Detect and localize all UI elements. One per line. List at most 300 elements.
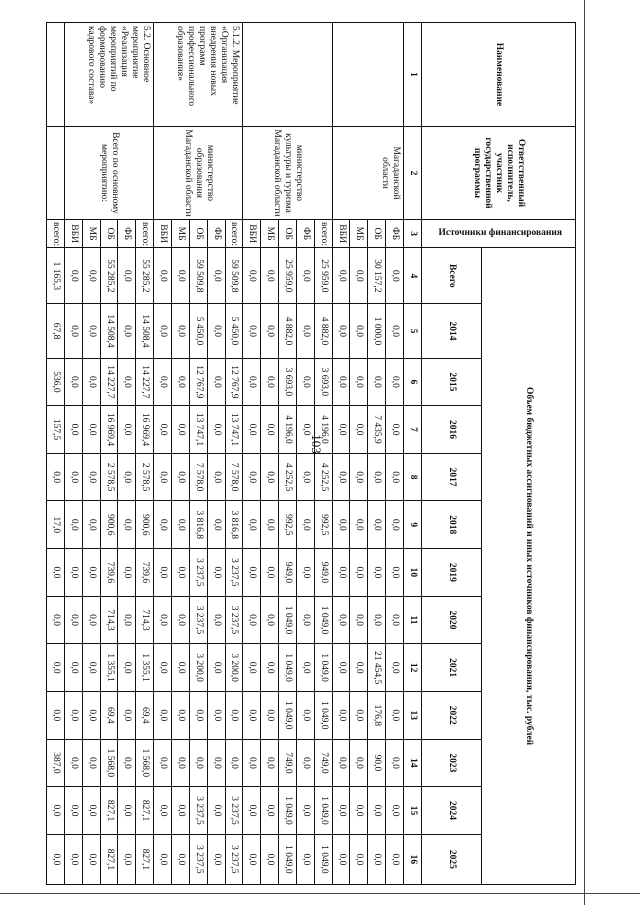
year-value-cell: 0,0 xyxy=(243,304,261,358)
column-number: 3 xyxy=(404,220,422,248)
year-value-cell: 0,0 xyxy=(350,501,368,549)
year-value-cell: 0,0 xyxy=(172,644,190,692)
year-value-cell: 0,0 xyxy=(261,787,279,835)
total-value-cell: 59 509,8 xyxy=(189,248,207,304)
year-value-cell: 0,0 xyxy=(47,549,65,597)
year-value-cell: 0,0 xyxy=(154,739,172,787)
year-value-cell: 0,0 xyxy=(64,596,82,644)
year-value-cell: 0,0 xyxy=(154,358,172,406)
year-value-cell: 0,0 xyxy=(82,406,100,454)
year-value-cell: 4 882,0 xyxy=(279,304,297,358)
year-value-cell: 0,0 xyxy=(368,787,386,835)
year-value-cell: 3 693,0 xyxy=(314,358,332,406)
year-value-cell: 3 816,8 xyxy=(189,501,207,549)
year-value-cell: 3 237,5 xyxy=(225,834,243,884)
table-row xyxy=(225,23,243,885)
year-value-cell: 900,6 xyxy=(100,501,118,549)
year-value-cell: 0,0 xyxy=(154,549,172,597)
year-value-cell: 0,0 xyxy=(350,549,368,597)
year-value-cell: 157,5 xyxy=(47,406,65,454)
year-value-cell: 0,0 xyxy=(386,834,404,884)
year-value-cell: 0,0 xyxy=(207,358,225,406)
year-value-cell: 0,0 xyxy=(386,453,404,501)
year-value-cell: 0,0 xyxy=(64,549,82,597)
year-value-cell: 0,0 xyxy=(386,304,404,358)
total-value-cell: 55 285,2 xyxy=(100,248,118,304)
source-cell: всего: xyxy=(47,220,65,248)
header-total: Всего xyxy=(422,248,482,304)
column-number: 12 xyxy=(404,644,422,692)
year-value-cell: 0,0 xyxy=(82,501,100,549)
year-value-cell: 0,0 xyxy=(296,501,314,549)
year-value-cell: 14 227,7 xyxy=(100,358,118,406)
year-value-cell: 1 049,0 xyxy=(314,834,332,884)
year-value-cell: 0,0 xyxy=(82,549,100,597)
year-value-cell: 949,0 xyxy=(279,549,297,597)
year-value-cell: 827,1 xyxy=(136,834,154,884)
year-value-cell: 0,0 xyxy=(243,358,261,406)
executor-cell: Магаданской области xyxy=(332,126,403,219)
year-value-cell: 0,0 xyxy=(118,787,136,835)
year-value-cell: 0,0 xyxy=(332,501,350,549)
year-value-cell: 0,0 xyxy=(82,358,100,406)
year-value-cell: 749,0 xyxy=(279,739,297,787)
total-value-cell: 0,0 xyxy=(82,248,100,304)
source-cell: ОБ xyxy=(368,220,386,248)
year-value-cell: 1 049,0 xyxy=(314,644,332,692)
year-value-cell: 67,8 xyxy=(47,304,65,358)
year-value-cell: 0,0 xyxy=(350,406,368,454)
year-value-cell: 992,5 xyxy=(314,501,332,549)
header-year: 2021 xyxy=(422,644,482,692)
total-value-cell: 0,0 xyxy=(350,248,368,304)
header-executor: Ответственный исполнитель, участник государственной программы xyxy=(422,126,576,219)
year-value-cell: 0,0 xyxy=(172,406,190,454)
year-value-cell: 387,0 xyxy=(47,739,65,787)
header-source xyxy=(422,220,576,248)
year-value-cell: 0,0 xyxy=(172,739,190,787)
year-value-cell: 7 578,0 xyxy=(225,453,243,501)
year-value-cell: 0,0 xyxy=(172,787,190,835)
year-value-cell: 0,0 xyxy=(386,691,404,739)
year-value-cell: 0,0 xyxy=(296,358,314,406)
year-value-cell: 0,0 xyxy=(64,406,82,454)
year-value-cell: 4 196,0 xyxy=(314,406,332,454)
year-value-cell: 1 355,1 xyxy=(100,644,118,692)
total-value-cell: 25 959,0 xyxy=(314,248,332,304)
year-value-cell: 992,5 xyxy=(279,501,297,549)
year-value-cell: 0,0 xyxy=(154,644,172,692)
year-value-cell: 12 767,9 xyxy=(225,358,243,406)
year-value-cell: 0,0 xyxy=(47,596,65,644)
activity-name-cell: 5.2. Основное мероприятие «Реализация мероприятий по формированию кадрового состава» xyxy=(64,23,153,127)
year-value-cell: 0,0 xyxy=(350,644,368,692)
year-value-cell: 0,0 xyxy=(332,739,350,787)
year-value-cell: 0,0 xyxy=(154,406,172,454)
year-value-cell: 2 578,5 xyxy=(100,453,118,501)
year-value-cell: 0,0 xyxy=(172,304,190,358)
year-value-cell: 0,0 xyxy=(172,453,190,501)
total-value-cell: 0,0 xyxy=(118,248,136,304)
column-number: 8 xyxy=(404,453,422,501)
year-value-cell: 0,0 xyxy=(82,304,100,358)
year-value-cell: 0,0 xyxy=(207,739,225,787)
year-value-cell: 0,0 xyxy=(64,739,82,787)
year-value-cell: 4 252,5 xyxy=(279,453,297,501)
total-value-cell: 0,0 xyxy=(64,248,82,304)
header-year: 2014 xyxy=(422,304,482,358)
year-value-cell: 0,0 xyxy=(189,691,207,739)
year-value-cell: 0,0 xyxy=(207,304,225,358)
rotated-table-container xyxy=(46,22,576,885)
year-value-cell: 0,0 xyxy=(386,358,404,406)
header-year: 2022 xyxy=(422,691,482,739)
year-value-cell: 4 882,0 xyxy=(314,304,332,358)
source-cell: всего: xyxy=(136,220,154,248)
year-value-cell: 1 049,0 xyxy=(279,691,297,739)
year-value-cell: 0,0 xyxy=(207,453,225,501)
year-value-cell: 0,0 xyxy=(118,644,136,692)
year-value-cell: 0,0 xyxy=(332,406,350,454)
year-value-cell: 0,0 xyxy=(172,549,190,597)
year-value-cell: 0,0 xyxy=(207,501,225,549)
year-value-cell: 0,0 xyxy=(118,501,136,549)
column-number: 13 xyxy=(404,691,422,739)
year-value-cell: 0,0 xyxy=(386,406,404,454)
year-value-cell: 0,0 xyxy=(172,596,190,644)
year-value-cell: 3 200,0 xyxy=(225,644,243,692)
year-value-cell: 69,4 xyxy=(136,691,154,739)
year-value-cell: 536,0 xyxy=(47,358,65,406)
header-year: 2017 xyxy=(422,453,482,501)
year-value-cell: 0,0 xyxy=(47,691,65,739)
source-cell: МБ xyxy=(261,220,279,248)
year-value-cell: 0,0 xyxy=(154,304,172,358)
year-value-cell: 0,0 xyxy=(172,834,190,884)
year-value-cell: 0,0 xyxy=(243,644,261,692)
year-value-cell: 0,0 xyxy=(154,787,172,835)
year-value-cell: 0,0 xyxy=(261,406,279,454)
total-value-cell: 30 157,2 xyxy=(368,248,386,304)
year-value-cell: 0,0 xyxy=(118,596,136,644)
year-value-cell: 1 049,0 xyxy=(279,834,297,884)
total-value-cell: 0,0 xyxy=(332,248,350,304)
year-value-cell: 0,0 xyxy=(386,787,404,835)
year-value-cell: 0,0 xyxy=(332,787,350,835)
year-value-cell: 3 237,5 xyxy=(189,549,207,597)
year-value-cell: 0,0 xyxy=(82,644,100,692)
year-value-cell: 0,0 xyxy=(47,644,65,692)
total-value-cell: 0,0 xyxy=(386,248,404,304)
year-value-cell: 0,0 xyxy=(261,834,279,884)
year-value-cell: 3 693,0 xyxy=(279,358,297,406)
year-value-cell: 0,0 xyxy=(243,787,261,835)
year-value-cell: 1 049,0 xyxy=(279,596,297,644)
year-value-cell: 0,0 xyxy=(47,787,65,835)
year-value-cell: 14 227,7 xyxy=(136,358,154,406)
year-value-cell: 0,0 xyxy=(82,596,100,644)
year-value-cell: 0,0 xyxy=(154,691,172,739)
executor-cell: министерство образования Магаданской области xyxy=(154,126,243,219)
column-number: 14 xyxy=(404,739,422,787)
year-value-cell: 1 049,0 xyxy=(314,787,332,835)
year-value-cell: 0,0 xyxy=(82,834,100,884)
year-value-cell: 0,0 xyxy=(118,358,136,406)
year-value-cell: 0,0 xyxy=(261,453,279,501)
year-value-cell: 0,0 xyxy=(332,453,350,501)
year-value-cell: 3 237,5 xyxy=(225,549,243,597)
year-value-cell: 0,0 xyxy=(261,739,279,787)
year-value-cell: 0,0 xyxy=(207,644,225,692)
total-value-cell: 0,0 xyxy=(172,248,190,304)
year-value-cell: 714,3 xyxy=(136,596,154,644)
year-value-cell: 0,0 xyxy=(154,501,172,549)
year-value-cell: 13 747,1 xyxy=(189,406,207,454)
year-value-cell: 0,0 xyxy=(243,549,261,597)
year-value-cell: 16 969,4 xyxy=(136,406,154,454)
year-value-cell: 0,0 xyxy=(261,691,279,739)
year-value-cell: 749,0 xyxy=(314,739,332,787)
header-year: 2015 xyxy=(422,358,482,406)
total-value-cell: 0,0 xyxy=(296,248,314,304)
year-value-cell: 4 252,5 xyxy=(314,453,332,501)
year-value-cell: 0,0 xyxy=(350,304,368,358)
year-value-cell: 0,0 xyxy=(243,834,261,884)
header-name: Наименование xyxy=(422,23,576,127)
year-value-cell: 1 568,0 xyxy=(100,739,118,787)
year-value-cell: 2 578,5 xyxy=(136,453,154,501)
year-value-cell: 827,1 xyxy=(100,787,118,835)
year-value-cell: 0,0 xyxy=(154,834,172,884)
year-value-cell: 0,0 xyxy=(64,644,82,692)
year-value-cell: 176,8 xyxy=(368,691,386,739)
year-value-cell: 0,0 xyxy=(296,787,314,835)
year-value-cell: 14 508,4 xyxy=(100,304,118,358)
header-year: 2018 xyxy=(422,501,482,549)
column-number: 10 xyxy=(404,549,422,597)
executor-cell: министерство культуры и туризма Магаданской области xyxy=(243,126,332,219)
total-value-cell: 0,0 xyxy=(261,248,279,304)
year-value-cell: 0,0 xyxy=(154,453,172,501)
year-value-cell: 0,0 xyxy=(47,453,65,501)
year-value-cell: 5 450,0 xyxy=(189,304,207,358)
year-value-cell: 0,0 xyxy=(172,501,190,549)
year-value-cell: 12 767,9 xyxy=(189,358,207,406)
year-value-cell: 0,0 xyxy=(243,501,261,549)
year-value-cell: 0,0 xyxy=(296,304,314,358)
year-value-cell: 0,0 xyxy=(350,739,368,787)
year-value-cell: 0,0 xyxy=(332,691,350,739)
year-value-cell: 0,0 xyxy=(64,691,82,739)
year-value-cell: 739,6 xyxy=(100,549,118,597)
year-value-cell: 827,1 xyxy=(136,787,154,835)
year-value-cell: 0,0 xyxy=(118,549,136,597)
year-value-cell: 7 435,9 xyxy=(368,406,386,454)
year-value-cell: 0,0 xyxy=(261,501,279,549)
year-value-cell: 949,0 xyxy=(314,549,332,597)
executor-cell xyxy=(47,126,65,219)
activity-name-cell xyxy=(243,23,332,127)
header-volume: Объем бюджетных ассигнований и иных источников финансирования, тыс. рублей xyxy=(482,248,576,885)
year-value-cell: 0,0 xyxy=(332,644,350,692)
source-cell: ОБ xyxy=(279,220,297,248)
year-value-cell: 0,0 xyxy=(189,739,207,787)
year-value-cell: 0,0 xyxy=(368,549,386,597)
header-year: 2016 xyxy=(422,406,482,454)
year-value-cell: 0,0 xyxy=(207,834,225,884)
year-value-cell: 0,0 xyxy=(64,304,82,358)
source-cell: ФБ xyxy=(207,220,225,248)
source-cell: всего: xyxy=(314,220,332,248)
year-value-cell: 0,0 xyxy=(154,596,172,644)
year-value-cell: 0,0 xyxy=(350,358,368,406)
year-value-cell: 1 049,0 xyxy=(314,691,332,739)
column-number: 1 xyxy=(404,23,422,127)
year-value-cell: 0,0 xyxy=(47,834,65,884)
activity-name-cell xyxy=(47,23,65,127)
source-cell: ФБ xyxy=(386,220,404,248)
year-value-cell: 0,0 xyxy=(82,453,100,501)
header-year: 2024 xyxy=(422,787,482,835)
year-value-cell: 0,0 xyxy=(225,739,243,787)
column-number: 7 xyxy=(404,406,422,454)
year-value-cell: 3 237,5 xyxy=(225,787,243,835)
year-value-cell: 0,0 xyxy=(368,453,386,501)
year-value-cell: 69,4 xyxy=(100,691,118,739)
page-border-right xyxy=(584,0,585,905)
source-cell: ФБ xyxy=(118,220,136,248)
year-value-cell: 0,0 xyxy=(386,549,404,597)
year-value-cell: 0,0 xyxy=(243,739,261,787)
year-value-cell: 0,0 xyxy=(368,596,386,644)
year-value-cell: 0,0 xyxy=(64,834,82,884)
total-value-cell: 0,0 xyxy=(154,248,172,304)
year-value-cell: 0,0 xyxy=(332,596,350,644)
total-value-cell: 0,0 xyxy=(243,248,261,304)
year-value-cell: 0,0 xyxy=(207,596,225,644)
year-value-cell: 0,0 xyxy=(350,596,368,644)
year-value-cell: 1 049,0 xyxy=(314,596,332,644)
year-value-cell: 4 196,0 xyxy=(279,406,297,454)
year-value-cell: 0,0 xyxy=(332,549,350,597)
total-value-cell: 1 165,3 xyxy=(47,248,65,304)
header-year: 2025 xyxy=(422,834,482,884)
column-number: 15 xyxy=(404,787,422,835)
year-value-cell: 3 237,5 xyxy=(189,596,207,644)
source-cell: ВБИ xyxy=(64,220,82,248)
table-row xyxy=(314,23,332,885)
year-value-cell: 900,6 xyxy=(136,501,154,549)
column-number: 11 xyxy=(404,596,422,644)
year-value-cell: 0,0 xyxy=(350,834,368,884)
year-value-cell: 0,0 xyxy=(296,644,314,692)
column-number: 2 xyxy=(404,126,422,219)
source-cell: ВБИ xyxy=(332,220,350,248)
year-value-cell: 0,0 xyxy=(368,501,386,549)
year-value-cell: 0,0 xyxy=(332,358,350,406)
total-value-cell: 0,0 xyxy=(207,248,225,304)
year-value-cell: 0,0 xyxy=(118,691,136,739)
year-value-cell: 0,0 xyxy=(118,304,136,358)
source-cell: ВБИ xyxy=(154,220,172,248)
year-value-cell: 0,0 xyxy=(261,644,279,692)
total-value-cell: 59 509,8 xyxy=(225,248,243,304)
year-value-cell: 0,0 xyxy=(243,691,261,739)
year-value-cell: 0,0 xyxy=(82,787,100,835)
year-value-cell: 17,0 xyxy=(47,501,65,549)
year-value-cell: 0,0 xyxy=(261,549,279,597)
year-value-cell: 0,0 xyxy=(64,453,82,501)
table-row xyxy=(136,23,154,885)
year-value-cell: 0,0 xyxy=(261,304,279,358)
year-value-cell: 0,0 xyxy=(243,406,261,454)
column-number: 4 xyxy=(404,248,422,304)
year-value-cell: 1 049,0 xyxy=(279,644,297,692)
source-cell: всего: xyxy=(225,220,243,248)
year-value-cell: 0,0 xyxy=(296,596,314,644)
page-border-bottom xyxy=(0,893,640,894)
year-value-cell: 3 200,0 xyxy=(189,644,207,692)
source-cell: МБ xyxy=(350,220,368,248)
page-number: 103 xyxy=(309,434,324,454)
year-value-cell: 0,0 xyxy=(82,739,100,787)
year-value-cell: 0,0 xyxy=(64,358,82,406)
header-year: 2020 xyxy=(422,596,482,644)
year-value-cell: 714,3 xyxy=(100,596,118,644)
column-number: 6 xyxy=(404,358,422,406)
year-value-cell: 0,0 xyxy=(243,453,261,501)
year-value-cell: 3 237,5 xyxy=(189,834,207,884)
year-value-cell: 0,0 xyxy=(118,739,136,787)
header-source-text: Источники финансирования xyxy=(438,228,563,239)
year-value-cell: 0,0 xyxy=(82,691,100,739)
header-year: 2023 xyxy=(422,739,482,787)
year-value-cell: 3 237,5 xyxy=(225,596,243,644)
year-value-cell: 0,0 xyxy=(368,834,386,884)
year-value-cell: 13 747,1 xyxy=(225,406,243,454)
year-value-cell: 0,0 xyxy=(207,691,225,739)
year-value-cell: 0,0 xyxy=(118,453,136,501)
source-cell: ФБ xyxy=(296,220,314,248)
year-value-cell: 0,0 xyxy=(386,644,404,692)
year-value-cell: 0,0 xyxy=(118,406,136,454)
year-value-cell: 0,0 xyxy=(243,596,261,644)
year-value-cell: 0,0 xyxy=(386,739,404,787)
column-number: 16 xyxy=(404,834,422,884)
year-value-cell: 1 000,0 xyxy=(368,304,386,358)
activity-name-cell xyxy=(332,23,403,127)
table-row xyxy=(386,23,404,885)
year-value-cell: 0,0 xyxy=(118,834,136,884)
column-number: 9 xyxy=(404,501,422,549)
year-value-cell: 21 454,5 xyxy=(368,644,386,692)
year-value-cell: 0,0 xyxy=(296,834,314,884)
source-cell: ОБ xyxy=(100,220,118,248)
year-value-cell: 0,0 xyxy=(225,691,243,739)
source-cell: ВБИ xyxy=(243,220,261,248)
year-value-cell: 0,0 xyxy=(261,596,279,644)
year-value-cell: 1 568,0 xyxy=(136,739,154,787)
year-value-cell: 0,0 xyxy=(207,787,225,835)
year-value-cell: 0,0 xyxy=(332,834,350,884)
year-value-cell: 827,1 xyxy=(100,834,118,884)
year-value-cell: 0,0 xyxy=(64,501,82,549)
source-cell: МБ xyxy=(172,220,190,248)
year-value-cell: 0,0 xyxy=(332,304,350,358)
year-value-cell: 0,0 xyxy=(386,596,404,644)
year-value-cell: 3 816,8 xyxy=(225,501,243,549)
financing-table xyxy=(46,22,576,885)
